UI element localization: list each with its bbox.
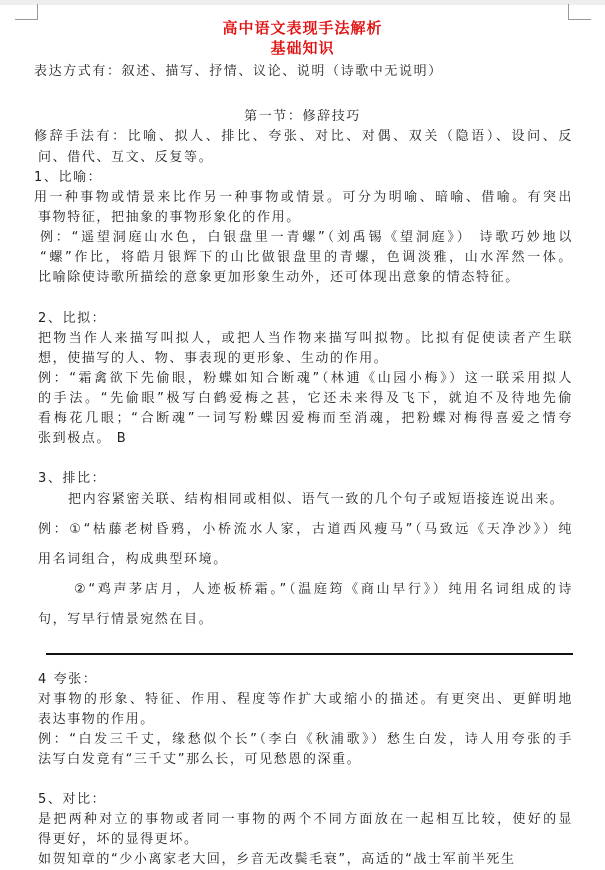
paragraph-line: 例：“白发三千丈，缘愁似个长”（李白《秋浦歌》）愁生白发，诗人用夸张的手 (38, 732, 573, 747)
expression-modes: 表达方式有：叙述、描写、抒情、议论、说明（诗歌中无说明） (34, 64, 443, 79)
paragraph-line: 用一种事物或情景来比作另一种事物或情景。可分为明喻、暗喻、借喻。有突出 (34, 190, 573, 205)
paragraph-line: 例：“霜禽欲下先偷眼，粉蝶如知合断魂”（林逋《山园小梅》）这一联采用拟人 (38, 371, 573, 386)
paragraph-line: 把物当作人来描写叫拟人，或把人当作物来描写叫拟物。比拟有促使读者产生联 (38, 331, 573, 346)
paragraph-line: 比喻除使诗歌所描绘的意象更加形象生动外，还可体现出意象的情态特征。 (38, 270, 520, 285)
paragraph-line: 看梅花几眼；“合断魂”一词写粉蝶因爱梅而至消魂，把粉蝶对梅得喜爱之情夸 (38, 411, 573, 426)
paragraph-line: 事物特征，把抽象的事物形象化的作用。 (38, 210, 301, 225)
paragraph-line: “螺”作比，将皓月银辉下的山比做银盘里的青螺，色调淡雅，山水浑然一体。 (40, 250, 573, 265)
paragraph-line: 用名词组合，构成典型环境。 (38, 552, 228, 567)
paragraph-line: 例：①“枯藤老树昏鸦，小桥流水人家，古道西风瘦马”（马致远《天净沙》）纯 (38, 522, 573, 537)
section-heading-personification: 2、比拟： (38, 311, 107, 326)
paragraph-line: 把内容紧密关联、结构相同或相似、语气一致的几个句子或短语接连说出来。 (68, 492, 565, 507)
paragraph-line: 表达事物的作用。 (38, 712, 155, 727)
paragraph-line: 张到极点。 B (38, 431, 128, 446)
paragraph-line: 想，使描写的人、物、事表现的更形象、生动的作用。 (38, 351, 389, 366)
paragraph-line: 如贺知章的“少小离家老大回，乡音无改鬓毛衰”，高适的“战士军前半死生 (38, 852, 516, 867)
rhetoric-list-line: 修辞手法有：比喻、拟人、排比、夸张、对比、对偶、双关（隐语）、设问、反 (34, 129, 573, 144)
paragraph-line: 法写白发竟有“三千丈”那么长，可见愁恩的深重。 (38, 752, 362, 767)
paragraph-line: 的手法。“先偷眼”极写白鹤爱梅之甚，它还未来得及飞下，就迫不及待地先偷 (38, 391, 573, 406)
paragraph-line: 是把两种对立的事物或者同一事物的两个不同方面放在一起相互比较，使好的显 (38, 812, 573, 827)
section-heading-contrast: 5、对比： (38, 792, 107, 807)
document-subtitle: 基础知识 (270, 39, 335, 57)
horizontal-rule (46, 653, 573, 655)
page-top-edge (0, 0, 605, 5)
paragraph-line: 例：“遥望洞庭山水色，白银盘里一青螺”（刘禹锡《望洞庭》） 诗歌巧妙地以 (40, 230, 573, 245)
section-heading-hyperbole: 4 夸张： (38, 672, 98, 687)
paragraph-line: ②“鸡声茅店月，人迹板桥霜。”（温庭筠《商山早行》）纯用名词组成的诗 (74, 582, 573, 597)
section-heading: 第一节：修辞技巧 (244, 109, 361, 124)
section-heading-metaphor: 1、比喻： (34, 170, 103, 185)
paragraph-line: 对事物的形象、特征、作用、程度等作扩大或缩小的描述。有更突出、更鲜明地 (38, 692, 573, 707)
paragraph-line: 句，写早行情景宛然在目。 (38, 612, 214, 627)
section-heading-parallelism: 3、排比： (38, 471, 107, 486)
document-title: 高中语文表现手法解析 (222, 19, 383, 37)
rhetoric-list-line: 问、借代、互文、反复等。 (38, 150, 214, 165)
paragraph-line: 得更好，坏的显得更坏。 (38, 832, 199, 847)
